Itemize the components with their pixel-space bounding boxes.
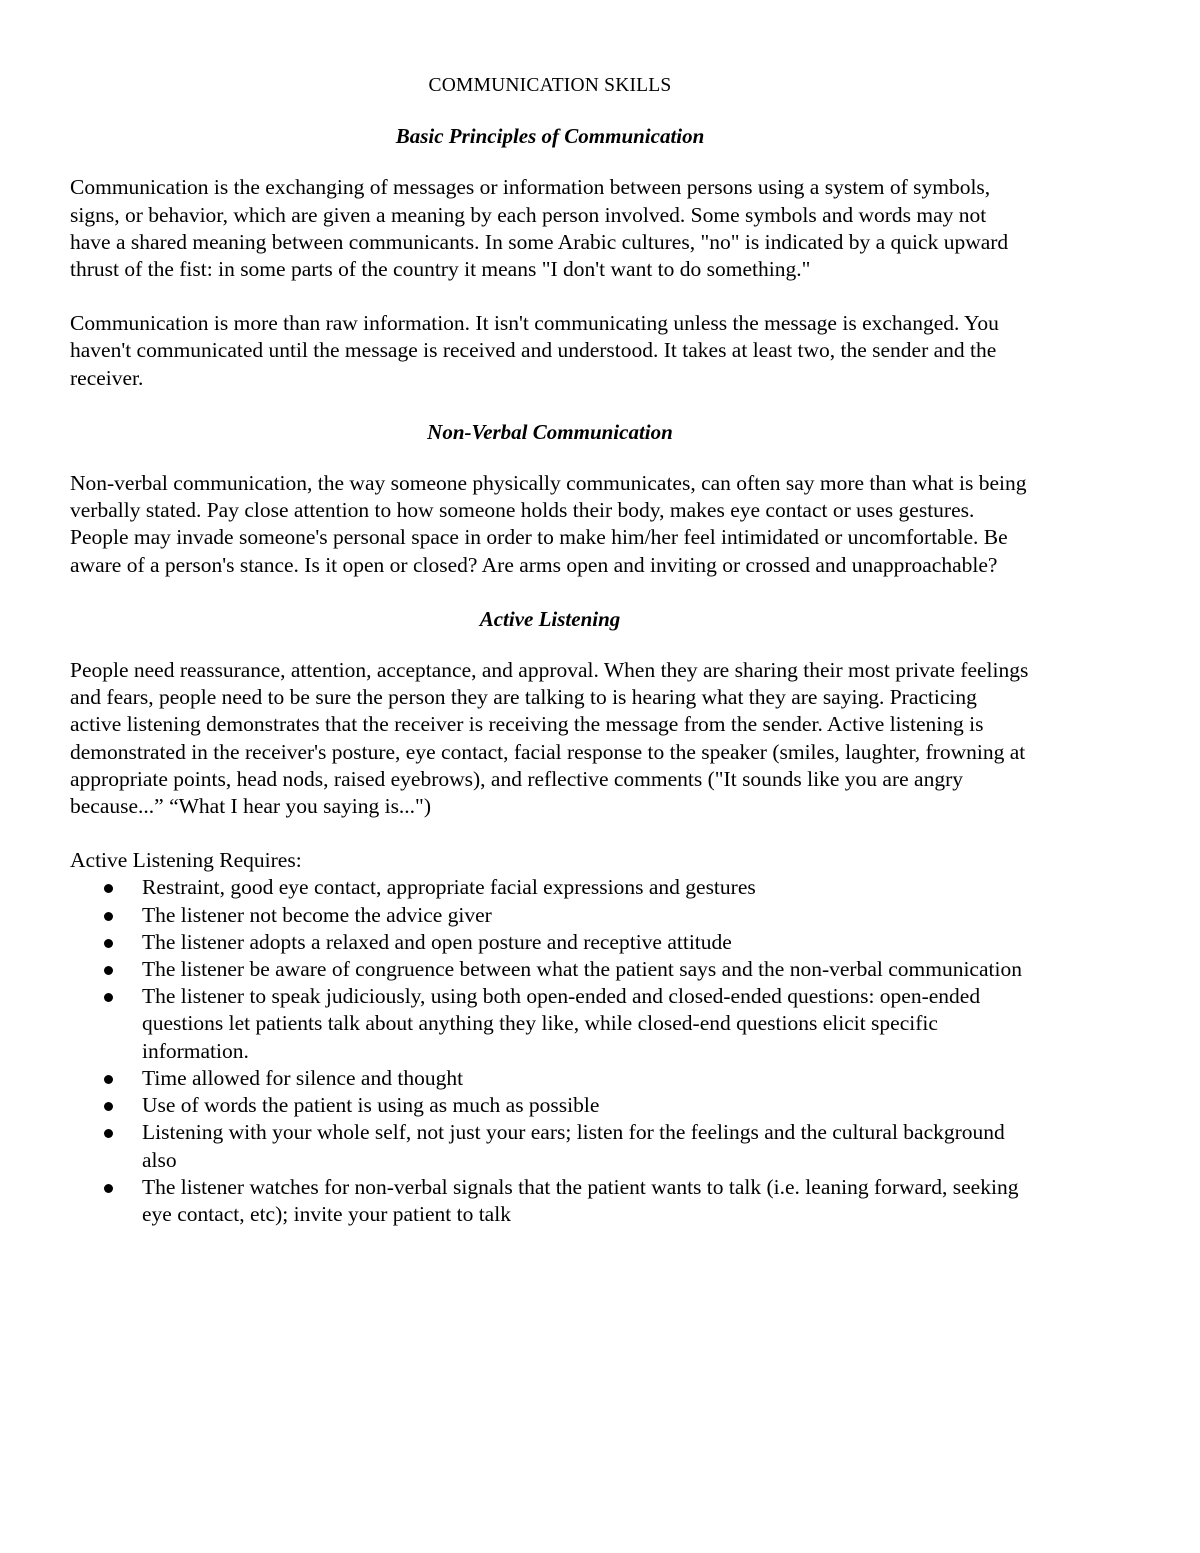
list-item [70, 1119, 1030, 1173]
bullet-icon [104, 1102, 113, 1111]
list-item-text: The listener be aware of congruence between what the patient says and the non-verbal communication [142, 957, 1022, 982]
list-item-text: The listener adopts a relaxed and open posture and receptive attitude [142, 929, 732, 954]
list-item [70, 902, 1030, 929]
list-item-text: Time allowed for silence and thought [142, 1065, 464, 1090]
list-item-text: The listener not become the advice giver [142, 902, 492, 927]
bullet-icon [104, 884, 113, 893]
list-item-text: Use of words the patient is using as much as possible [142, 1093, 600, 1118]
list-intro: Active Listening Requires: [70, 848, 302, 873]
list-item [70, 874, 1030, 901]
list-item-text: The listener watches for non-verbal signals that the patient wants to talk (i.e. leaning forward, seeking eye contact, etc); invite your patient to talk [142, 1174, 1019, 1226]
paragraph-basic-principles-1: Communication is the exchanging of messages or information between persons using a system of symbols, signs, or behavior, which are given a meaning by each person involved. Some symbols and words may not have a shared meaning between communicants. In some Arabic cultures, "no" is indicated by a quick upward thrust of the fist: in some parts of the country it means "I don't want to do something." [70, 175, 1009, 282]
bullet-icon [104, 966, 113, 975]
bullet-icon [104, 1075, 113, 1084]
list-item [70, 1174, 1030, 1228]
list-item-text: Listening with your whole self, not just your ears; listen for the feelings and the cultural background also [142, 1120, 1005, 1172]
document-title: COMMUNICATION SKILLS [428, 75, 672, 96]
paragraph-basic-principles-2: Communication is more than raw information. It isn't communicating unless the message is exchanged. You haven't communicated until the message is received and understood. It takes at least two, the sender and the receiver. [70, 311, 999, 390]
list-item [70, 929, 1030, 956]
list-item-text: The listener to speak judiciously, using both open-ended and closed-ended questions: open-ended questions let patients talk about anything they like, while closed-end questions elicit specific information. [142, 984, 981, 1063]
bullet-icon [104, 912, 113, 921]
section-heading-non-verbal: Non-Verbal Communication [427, 419, 673, 444]
bullet-icon [104, 1184, 113, 1193]
bullet-icon [104, 1129, 113, 1138]
bullet-icon [104, 939, 113, 948]
list-item [70, 1092, 1030, 1119]
list-item [70, 983, 1030, 1065]
requirements-list [70, 874, 1030, 1228]
section-heading-active-listening: Active Listening [479, 606, 621, 631]
list-item [70, 1065, 1030, 1092]
list-item-text: Restraint, good eye contact, appropriate facial expressions and gestures [142, 875, 756, 900]
bullet-icon [104, 993, 113, 1002]
paragraph-non-verbal-1: Non-verbal communication, the way someone physically communicates, can often say more than what is being verbally stated. Pay close attention to how someone holds their body, makes eye contact or uses gestures. People may invade someone's personal space in order to make him/her feel intimidated or uncomfortable. Be aware of a person's stance. Is it open or closed? Are arms open and inviting or crossed and unapproachable? [70, 471, 1027, 577]
section-heading-basic-principles: Basic Principles of Communication [395, 124, 705, 149]
list-item [70, 956, 1030, 983]
document-page [70, 72, 1030, 1228]
paragraph-active-listening-1: People need reassurance, attention, acceptance, and approval. When they are sharing their most private feelings and fears, people need to be sure the person they are talking to is hearing what they are saying. Practicing active listening demonstrates that the receiver is receiving the message from the sender. Active listening is demonstrated in the receiver's posture, eye contact, facial response to the speaker (smiles, laughter, frowning at appropriate points, head nods, raised eyebrows), and reflective comments ("It sounds like you are angry because...” “What I hear you saying is...") [70, 658, 1029, 819]
